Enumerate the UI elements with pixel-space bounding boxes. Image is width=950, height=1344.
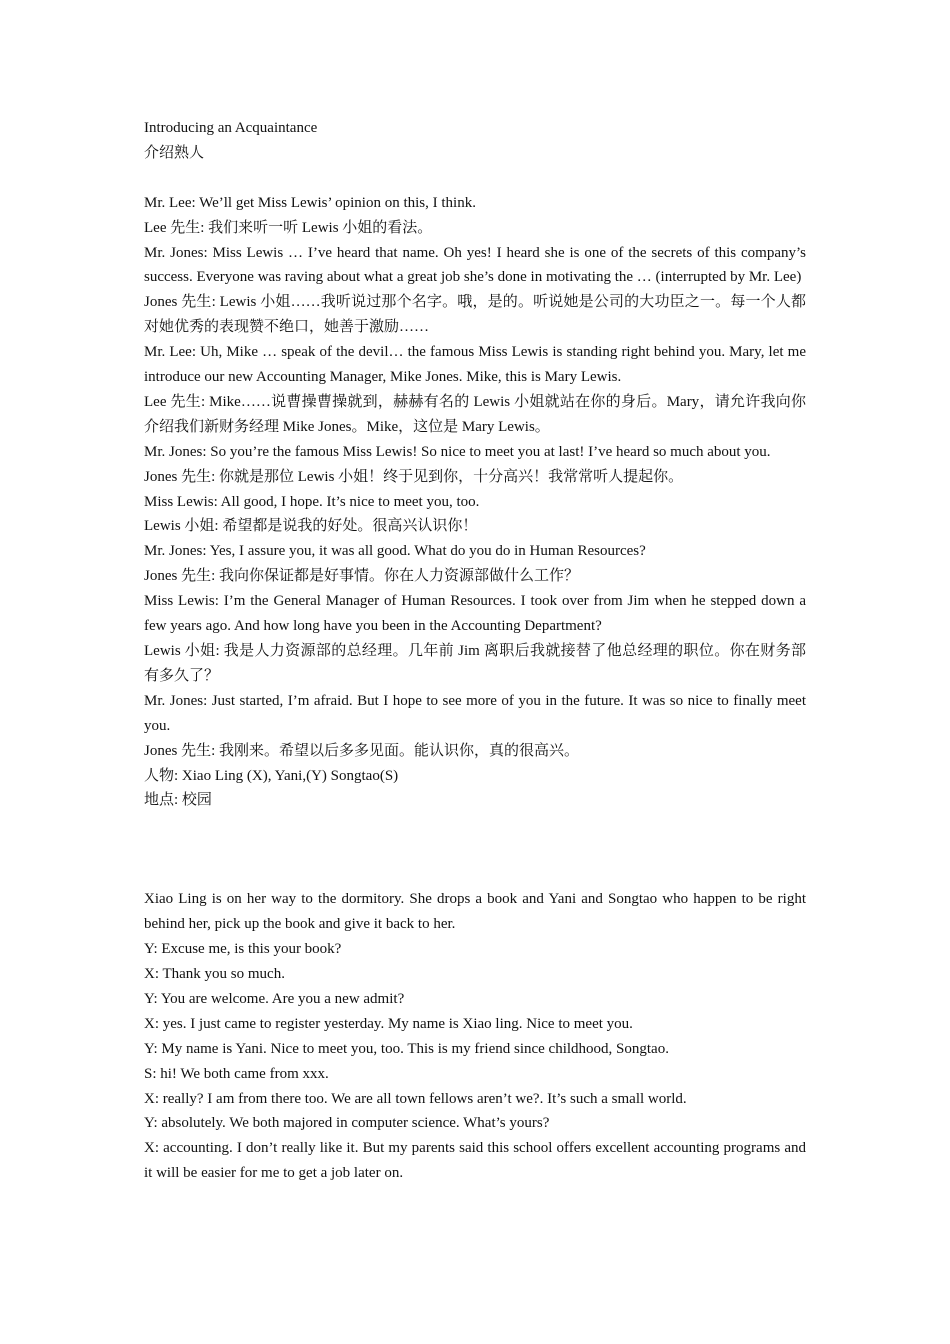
dialogue-line: S: hi! We both came from xxx. — [144, 1065, 329, 1082]
dialogue-line: Mr. Jones: So you’re the famous Miss Lewis! So nice to meet you at last! I’ve heard so much about you. — [144, 443, 771, 460]
dialogue-line: Y: absolutely. We both majored in computer science. What’s yours? — [144, 1115, 550, 1132]
dialogue-line: Mr. Lee: Uh, Mike … speak of the devil… the famous Miss Lewis is standing right behind you. Mary, let me introduce our new Accounting Manager, Mike Jones. Mike, this is Mary Lewis. — [144, 344, 806, 386]
dialogue-line: Lewis 小姐: 希望都是说我的好处。很高兴认识你！ — [144, 518, 478, 535]
dialogue-line: Mr. Jones: Yes, I assure you, it was all good. What do you do in Human Resources? — [144, 543, 646, 560]
dialogue-line: X: yes. I just came to register yesterday. My name is Xiao ling. Nice to meet you. — [144, 1015, 633, 1032]
document-page — [144, 116, 806, 1186]
dialogue-line: Lee 先生: Mike……说曹操曹操就到，赫赫有名的 Lewis 小姐就站在你的身后。Mary，请允许我向你介绍我们新财务经理 Mike Jones。Mike，这位是 Mary Lewis。 — [144, 393, 806, 435]
location-line: 地点: 校园 — [144, 792, 212, 809]
dialogue-line: Y: You are welcome. Are you a new admit? — [144, 990, 405, 1007]
paragraph-spacer — [144, 813, 806, 838]
document-title-zh: 介绍熟人 — [144, 144, 205, 161]
dialogue-line: Lee 先生: 我们来听一听 Lewis 小姐的看法。 — [144, 219, 433, 236]
dialogue-line: X: Thank you so much. — [144, 965, 285, 982]
scene-description: Xiao Ling is on her way to the dormitory. She drops a book and Yani and Songtao who happen to be right behind her, pick up the book and give it back to her. — [144, 891, 806, 933]
dialogue-line: Lewis 小姐: 我是人力资源部的总经理。几年前 Jim 离职后我就接替了他总经理的职位。你在财务部有多久了？ — [144, 643, 806, 684]
dialogue-section-1 — [144, 191, 806, 814]
dialogue-line: Jones 先生: 我刚来。希望以后多多见面。能认识你，真的很高兴。 — [144, 742, 580, 759]
dialogue-line: Jones 先生: 我向你保证都是好事情。你在人力资源部做什么工作？ — [144, 568, 580, 585]
dialogue-section-2 — [144, 887, 806, 1186]
dialogue-line: X: really? I am from there too. We are all town fellows aren’t we?. It’s such a small world. — [144, 1090, 687, 1107]
dialogue-line: Miss Lewis: I’m the General Manager of Human Resources. I took over from Jim when he stepped down a few years ago. And how long have you been in the Accounting Department? — [144, 593, 806, 635]
document-title-en: Introducing an Acquaintance — [144, 120, 318, 136]
dialogue-line: X: accounting. I don’t really like it. But my parents said this school offers excellent accounting programs and it will be easier for me to get a job later on. — [144, 1140, 806, 1182]
section-spacer — [144, 838, 806, 887]
dialogue-line: Y: My name is Yani. Nice to meet you, too. This is my friend since childhood, Songtao. — [144, 1040, 669, 1057]
characters-line: 人物: Xiao Ling (X), Yani,(Y) Songtao(S) — [144, 767, 399, 784]
dialogue-line: Jones 先生: Lewis 小姐……我听说过那个名字。哦，是的。听说她是公司的大功臣之一。每一个人都对她优秀的表现赞不绝口，她善于激励…… — [144, 294, 806, 336]
paragraph-spacer — [144, 166, 806, 191]
dialogue-line: Mr. Jones: Just started, I’m afraid. But I hope to see more of you in the future. It was so nice to finally meet you. — [144, 692, 806, 734]
dialogue-line: Miss Lewis: All good, I hope. It’s nice to meet you, too. — [144, 493, 480, 510]
dialogue-line: Mr. Jones: Miss Lewis … I’ve heard that name. Oh yes! I heard she is one of the secrets of this company’s success. Everyone was raving about what a great job she’s done in motivating the … (interrupted by Mr. Lee) — [144, 244, 806, 286]
dialogue-line: Mr. Lee: We’ll get Miss Lewis’ opinion on this, I think. — [144, 194, 476, 211]
dialogue-line: Y: Excuse me, is this your book? — [144, 941, 342, 958]
dialogue-line: Jones 先生: 你就是那位 Lewis 小姐！终于见到你，十分高兴！我常常听人提起你。 — [144, 468, 684, 485]
